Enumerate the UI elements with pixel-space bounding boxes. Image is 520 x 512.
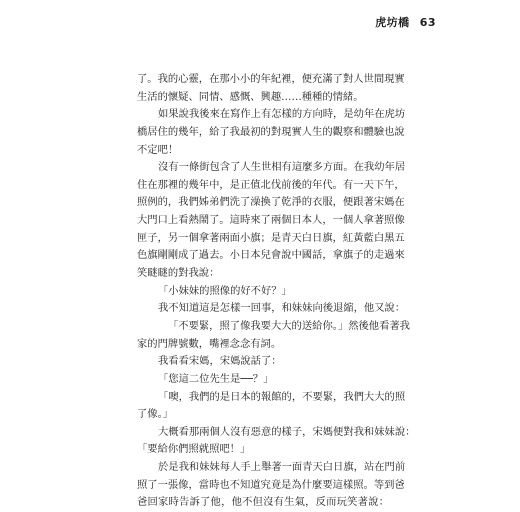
- text-line: 「不要緊，照了像我要大大的送給你。」然後他看著我: [168, 319, 410, 332]
- text-line: 橋居住的幾年，給了我最初的對現實人生的觀察和體驗也說: [137, 125, 405, 138]
- text-line: 「小妹妹的照像的好不好？」: [158, 284, 292, 297]
- text-line: 如果說我後來在寫作上有怎樣的方向時，是幼年在虎坊: [158, 108, 406, 121]
- text-line: 笑瞇瞇的對我說：: [137, 267, 220, 280]
- text-line: 照了一張像，當時也不知道究竟是為什麼要這樣照。等到爸: [137, 478, 405, 491]
- text-line: 爸回家時告訴了他，他不但沒有生氣，反而玩笑著說：: [137, 496, 389, 509]
- text-line: 不定吧！: [137, 143, 179, 156]
- text-line: 大概看那兩個人沒有惡意的樣子，宋媽便對我和妹妹說：: [158, 425, 416, 438]
- chapter-title: 虎坊橋: [375, 16, 410, 29]
- text-line: 了像。」: [137, 408, 174, 421]
- text-line: 「噢，我們的是日本的報館的，不要緊，我們大大的照: [158, 390, 406, 403]
- page-number: 63: [419, 16, 436, 29]
- text-line: 「您這二位先生是──？」: [158, 372, 274, 385]
- text-line: 家的門牌號數，嘴裡念念有詞。: [137, 337, 282, 350]
- text-line: 照例的，我們姊弟們洗了澡換了乾淨的衣服，便跟著宋媽在: [137, 196, 405, 209]
- text-line: 住在那裡的幾年中，是正值北伐前後的年代。有一天下午，: [137, 178, 405, 191]
- text-line: 我不知道這是怎樣一回事，和妹妹向後退縮，他又說：: [158, 302, 406, 315]
- text-line: 於是我和妹妹每人手上舉著一面青天白日旗，站在門前: [158, 461, 406, 474]
- text-line: 了。我的心靈，在那小小的年紀裡，便充滿了對人世間現實: [137, 73, 405, 85]
- text-line: 沒有一條街包含了人生世相有這麼多方面。在我幼年居: [158, 161, 406, 174]
- text-line: 生活的懷疑、同情、感慨、興趣……種種的情緒。: [137, 90, 364, 103]
- text-line: 大門口上看熱鬧了。這時來了兩個日本人，一個人拿著照像: [137, 214, 405, 227]
- running-header: [375, 14, 436, 30]
- body-text: [137, 71, 416, 512]
- text-line: 「要給你們照就照吧！」: [137, 443, 251, 456]
- text-line: 色旗剛剛成了過去。小日本兒會說中國話，拿旗子的走過來: [137, 249, 405, 262]
- text-line: 匣子，另一個拿著兩面小旗；是青天白日旗，紅黃藍白黑五: [137, 231, 405, 244]
- text-line: 我看看宋媽，宋媽說話了：: [158, 355, 282, 368]
